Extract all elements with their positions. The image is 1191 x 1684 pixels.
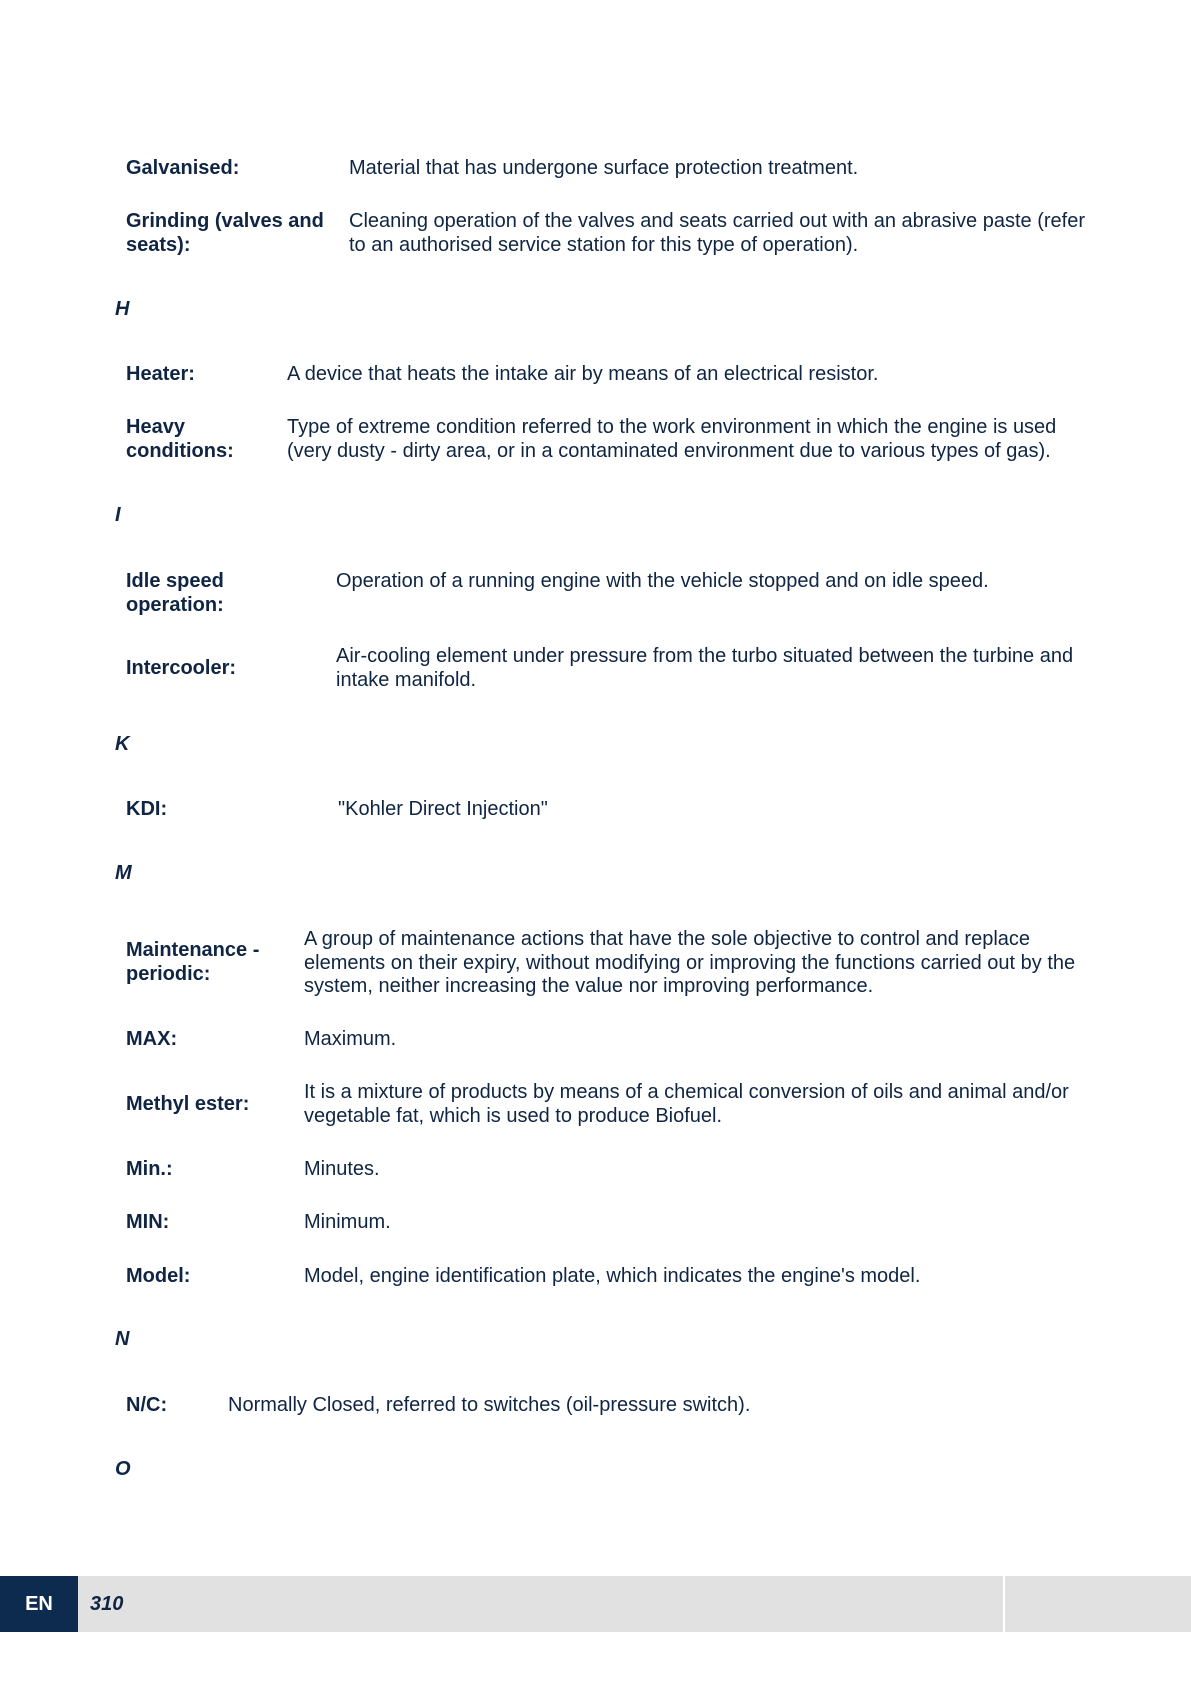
- glossary-definition: Minimum.: [304, 1211, 391, 1233]
- section-letter-m: M: [115, 862, 132, 884]
- glossary-definition: Air-cooling element under pressure from the turbo situated between the turbine and intake manifold.: [336, 645, 1074, 691]
- section-letter-h: H: [115, 298, 130, 320]
- glossary-term: Heavy conditions:: [126, 416, 234, 462]
- glossary-term: MAX:: [126, 1028, 178, 1050]
- glossary-definition: Material that has undergone surface protection treatment.: [349, 157, 859, 179]
- glossary-term: Intercooler:: [126, 657, 237, 679]
- glossary-definition: Normally Closed, referred to switches (oil-pressure switch).: [228, 1394, 751, 1416]
- glossary-term: Idle speed operation:: [126, 570, 224, 616]
- glossary-term: Galvanised:: [126, 157, 240, 179]
- glossary-term: Model:: [126, 1265, 191, 1287]
- glossary-term: KDI:: [126, 798, 168, 820]
- glossary-definition: "Kohler Direct Injection": [338, 798, 548, 820]
- glossary-definition: Minutes.: [304, 1158, 380, 1180]
- section-letter-n: N: [115, 1328, 130, 1350]
- glossary-definition: It is a mixture of products by means of a chemical conversion of oils and animal and/or vegetable fat, which is used to produce Biofuel.: [304, 1081, 1069, 1127]
- section-letter-o: O: [115, 1458, 131, 1480]
- glossary-term: Maintenance - periodic:: [126, 939, 260, 985]
- glossary-definition: Operation of a running engine with the vehicle stopped and on idle speed.: [336, 570, 989, 592]
- glossary-definition: A group of maintenance actions that have the sole objective to control and replace elements on their expiry, without modifying or improving the functions carried out by the system, neither increasing the value nor improving performance.: [304, 928, 1076, 997]
- section-letter-i: I: [115, 504, 121, 526]
- page-footer: [0, 1576, 1191, 1632]
- glossary-term: N/C:: [126, 1394, 168, 1416]
- glossary-term: Methyl ester:: [126, 1093, 250, 1115]
- page-number: 310: [90, 1593, 124, 1615]
- glossary-term: Min.:: [126, 1158, 173, 1180]
- footer-divider: [1003, 1576, 1005, 1632]
- section-letter-k: K: [115, 733, 130, 755]
- glossary-term: Heater:: [126, 363, 195, 385]
- language-tab: EN: [0, 1576, 78, 1632]
- glossary-definition: Model, engine identification plate, which indicates the engine's model.: [304, 1265, 921, 1287]
- glossary-definition: Maximum.: [304, 1028, 397, 1050]
- glossary-definition: Type of extreme condition referred to the work environment in which the engine is used (very dusty - dirty area, or in a contaminated environment due to various types of gas).: [287, 416, 1057, 462]
- glossary-term: Grinding (valves and seats):: [126, 210, 324, 256]
- glossary-term: MIN:: [126, 1211, 170, 1233]
- glossary-definition: Cleaning operation of the valves and seats carried out with an abrasive paste (refer to an authorised service station for this type of operation).: [349, 210, 1085, 256]
- glossary-definition: A device that heats the intake air by means of an electrical resistor.: [287, 363, 879, 385]
